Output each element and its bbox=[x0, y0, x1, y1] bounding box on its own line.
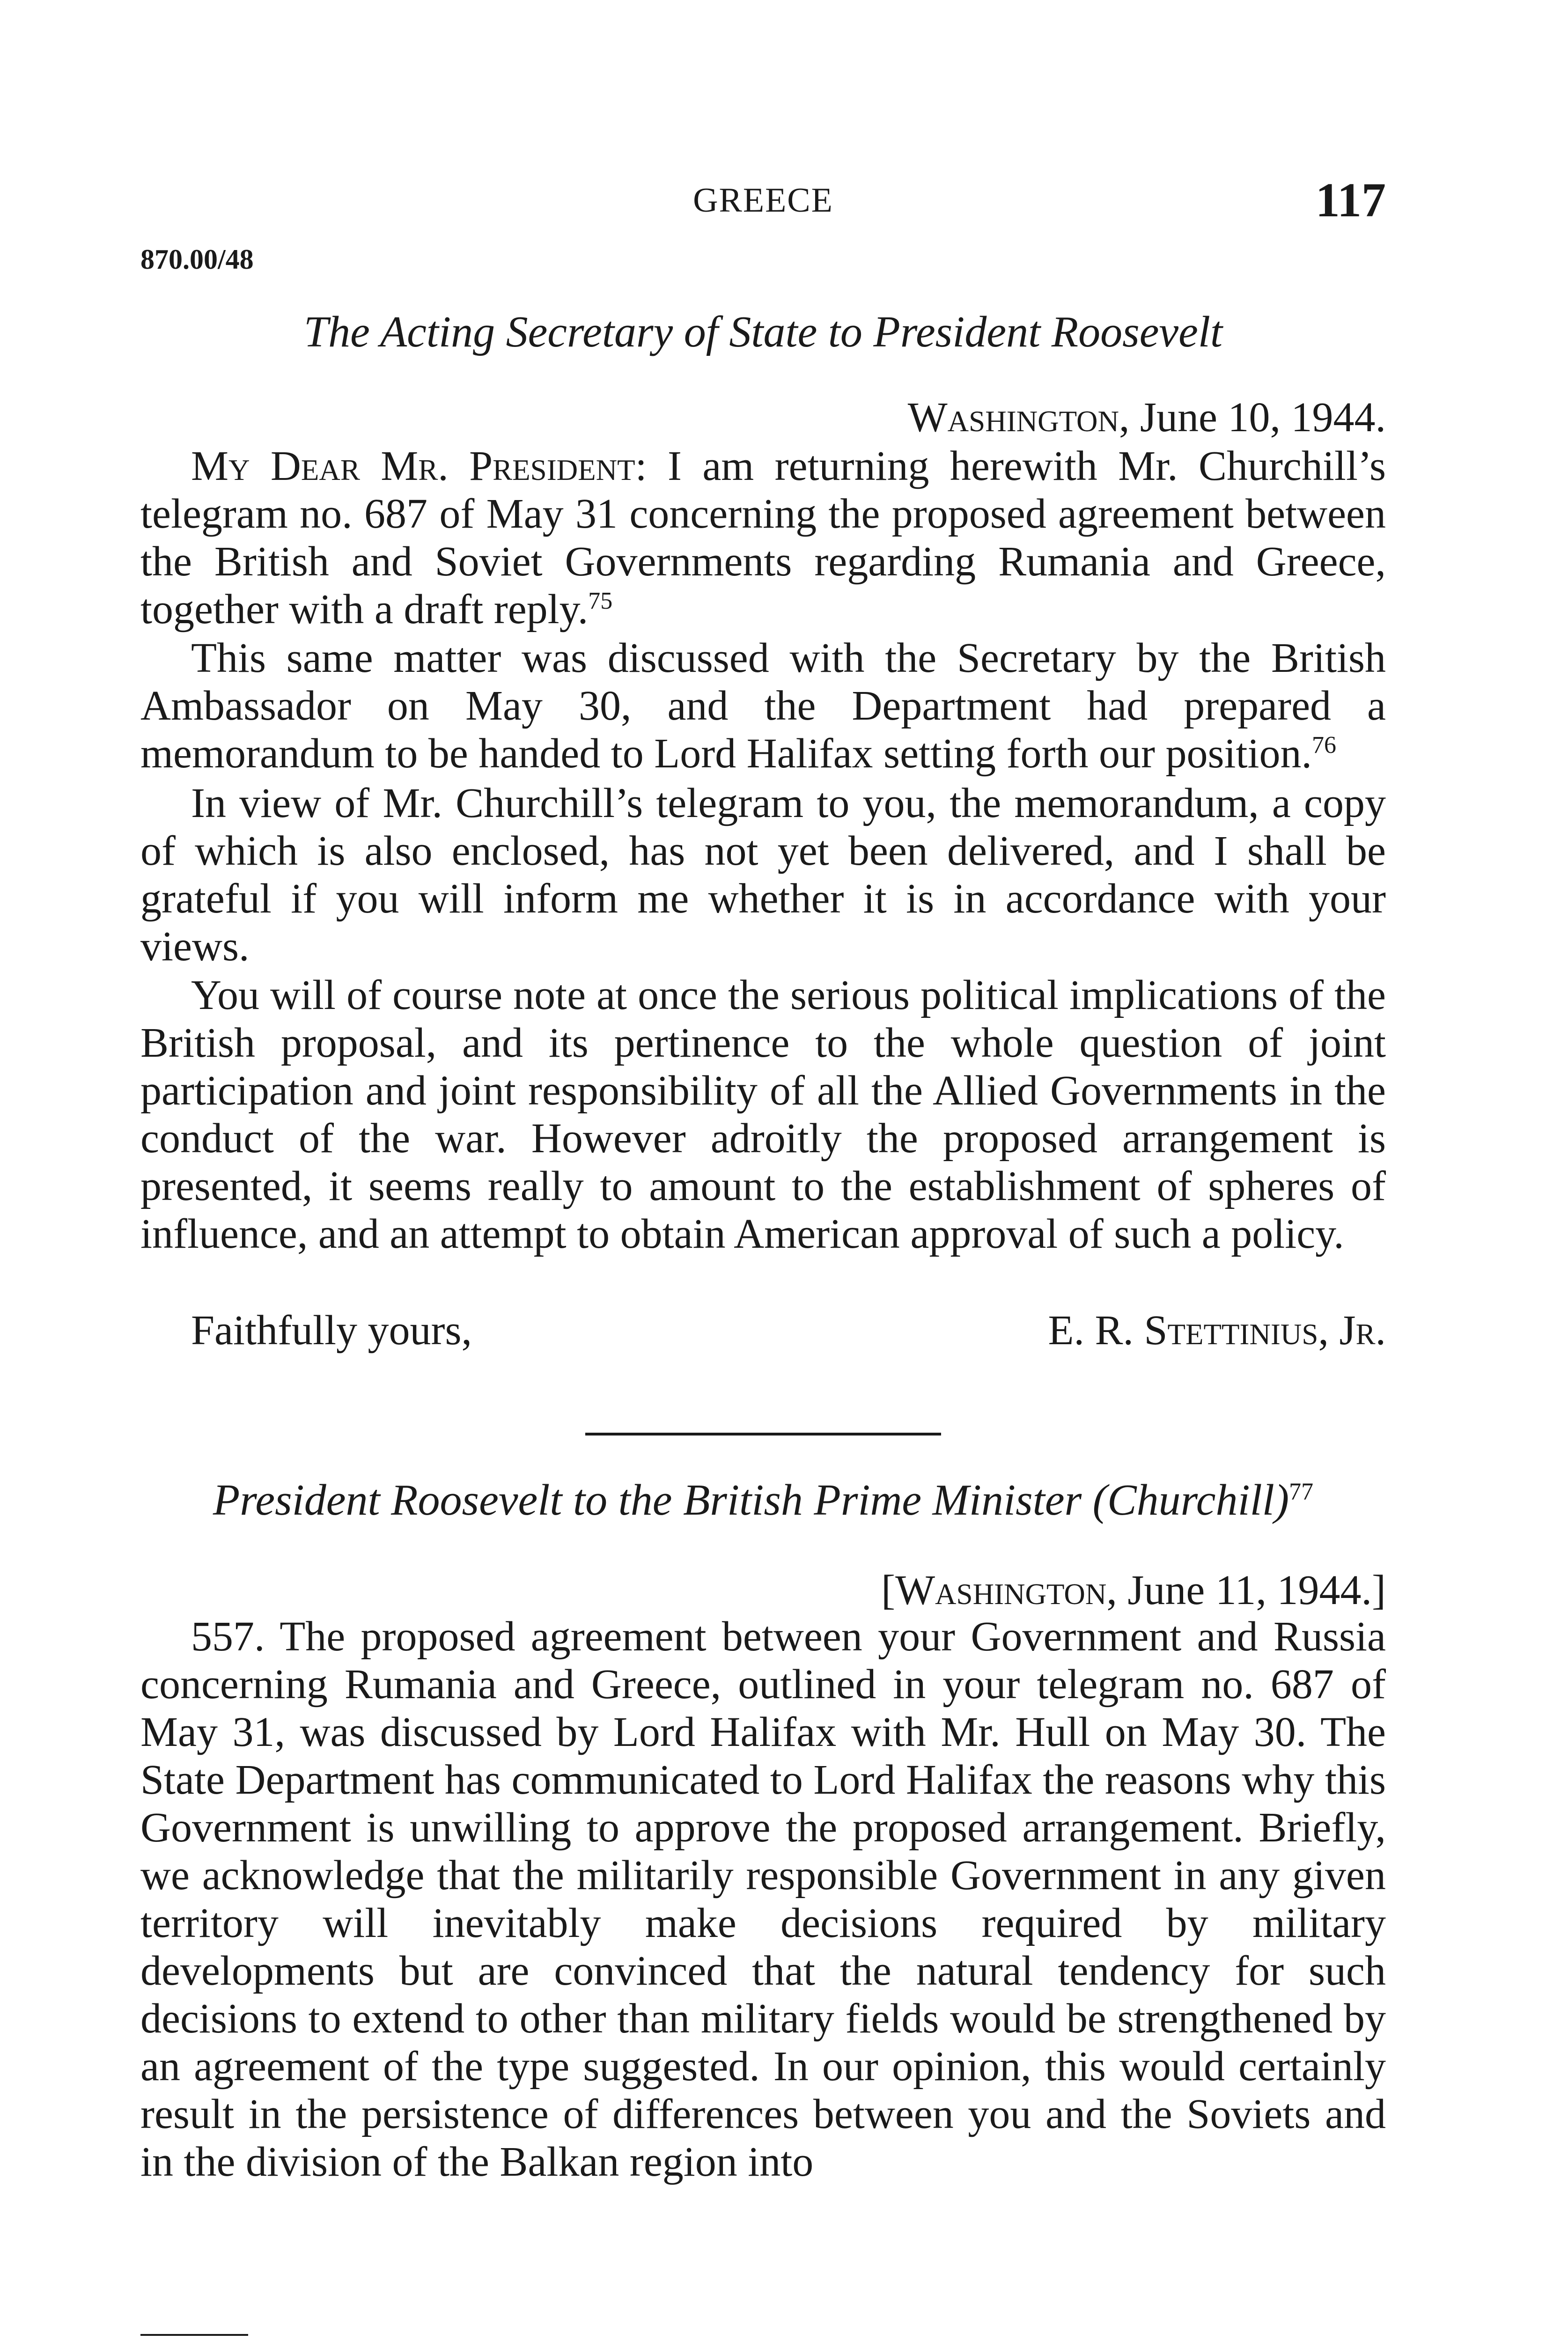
dateline-date: , June 10, 1944. bbox=[1119, 394, 1386, 441]
letter-paragraph-2 bbox=[140, 634, 1386, 778]
dateline-bracket: [ bbox=[881, 1567, 896, 1613]
running-head bbox=[140, 172, 1386, 233]
salutation: My Dear Mr. President bbox=[191, 443, 635, 489]
paragraph-text: You will of course note at once the serious political implications of the British proposal, and its pertinence to the whole question of joint participation and joint responsibility of all the Allied Governments in the conduct of the war. However adroitly the proposed arrangement is presented, it seems really to amount to the establishment of spheres of influence, and an attempt to obtain American approval of such a policy. bbox=[140, 972, 1386, 1257]
paragraph-text: I am returning herewith Mr. Churchill’s telegram no. 687 of May 31 concerning the proposed agreement between the British and Soviet Governments regarding Rumania and Greece, together with a draft reply. bbox=[140, 443, 1386, 633]
complimentary-close: Faithfully yours, bbox=[191, 1307, 472, 1354]
salutation-colon: : bbox=[635, 443, 668, 489]
dateline bbox=[908, 393, 1386, 442]
dateline-date: , June 11, 1944.] bbox=[1106, 1567, 1386, 1613]
letter-paragraph-3 bbox=[140, 780, 1386, 971]
paragraph-text: In view of Mr. Churchill’s telegram to you, the memorandum, a copy of which is also enclosed, has not yet been delivered, and I shall be grateful if you will inform me whether it is in accordance with your views. bbox=[140, 780, 1386, 970]
letter-paragraph-1 bbox=[140, 442, 1386, 633]
paragraph-text: This same matter was discussed with the Secretary by the British Ambassador on May 30, and the Department had prepared a memorandum to be handed to Lord Halifax setting forth our position. bbox=[140, 635, 1386, 777]
letter-paragraph-4 bbox=[140, 972, 1386, 1258]
footnote-reference: 77 bbox=[1289, 1478, 1314, 1505]
running-title: GREECE bbox=[693, 181, 833, 220]
dateline-place: Washington bbox=[895, 1567, 1107, 1613]
footnote-reference: 76 bbox=[1311, 732, 1336, 758]
dateline-2 bbox=[881, 1566, 1386, 1614]
footnote-divider bbox=[140, 2334, 248, 2336]
dateline-place: Washington bbox=[907, 394, 1119, 441]
heading-name: Churchill bbox=[1107, 1476, 1274, 1524]
page-number: 117 bbox=[1315, 173, 1386, 227]
heading-close: ) bbox=[1274, 1476, 1289, 1524]
footnote-reference: 75 bbox=[588, 588, 613, 614]
section-divider bbox=[585, 1433, 941, 1436]
signature: E. R. Stettinius, Jr. bbox=[1048, 1307, 1386, 1354]
closing-line bbox=[191, 1306, 1386, 1358]
heading-text: President Roosevelt to the British Prime Minister ( bbox=[213, 1476, 1107, 1524]
file-number: 870.00/48 bbox=[140, 244, 254, 275]
document-heading: The Acting Secretary of State to President Roosevelt bbox=[303, 308, 1223, 356]
document-heading-2 bbox=[140, 1475, 1386, 1525]
telegram-paragraph: 557. The proposed agreement between your Government and Russia concerning Rumania and Greece, outlined in your telegram no. 687 of May 31, was discussed by Lord Halifax with Mr. Hull on May 30. The State Department has communicated to Lord Halifax the reasons why this Government is unwilling to approve the proposed arrangement. Briefly, we acknowledge that the militarily responsible Government in any given territory will inevitably make decisions required by military developments but are convinced that the natural tendency for such decisions to extend to other than military fields would be strengthened by an agreement of the type suggested. In our opinion, this would certainly result in the persistence of differences between you and the Soviets and in the division of the Balkan region into bbox=[140, 1613, 1386, 2185]
